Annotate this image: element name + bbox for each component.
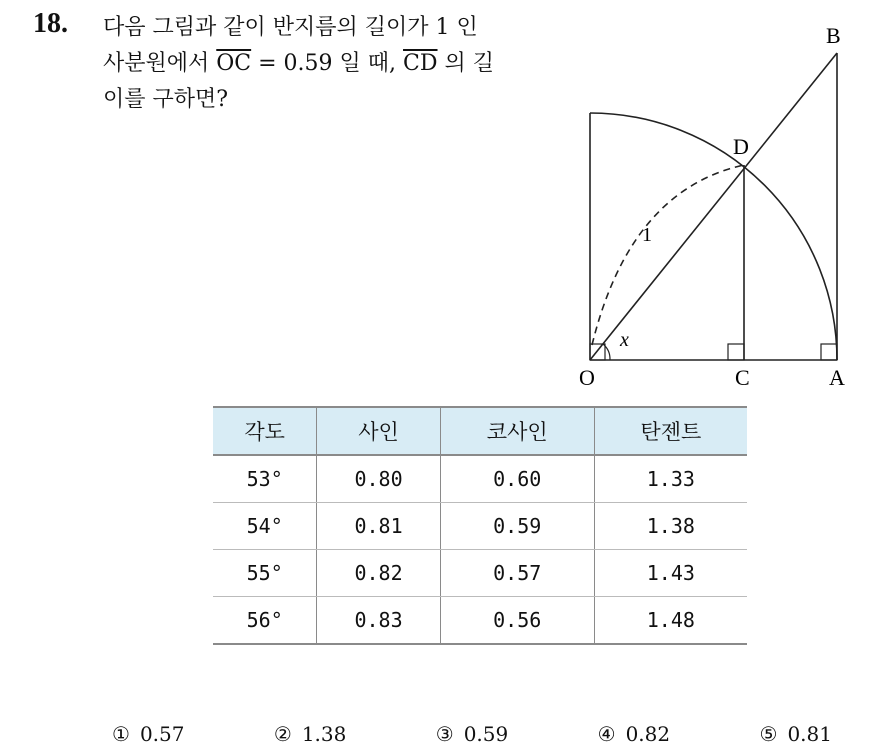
question-line-1: 다음 그림과 같이 반지름의 길이가 1 인 xyxy=(103,15,478,40)
segment-cd: $\overline{CD}$ xyxy=(403,51,438,76)
table-row xyxy=(213,455,747,503)
label-o: O xyxy=(579,365,595,390)
choice-1[interactable] xyxy=(112,722,184,746)
table-cell: 0.80 xyxy=(317,455,440,503)
question-line-2-post: 의 길 xyxy=(437,51,495,76)
table-cell: 1.33 xyxy=(594,455,747,503)
choice-3[interactable] xyxy=(436,722,508,746)
trig-table xyxy=(213,406,747,645)
header-cosine: 코사인 xyxy=(440,407,594,455)
segment-oc: $\overline{OC}$ xyxy=(216,51,252,76)
table-cell: 0.57 xyxy=(440,550,594,597)
right-angle-c xyxy=(728,344,744,360)
table-cell: 0.83 xyxy=(317,597,440,645)
header-tangent: 탄젠트 xyxy=(594,407,747,455)
choice-5-value: 0.81 xyxy=(787,722,832,746)
header-angle: 각도 xyxy=(213,407,317,455)
table-cell: 0.81 xyxy=(317,503,440,550)
table-cell: 1.38 xyxy=(594,503,747,550)
table-header-row xyxy=(213,407,747,455)
header-sine: 사인 xyxy=(317,407,440,455)
question-text xyxy=(103,10,563,118)
choice-4-mark: ④ xyxy=(597,722,616,746)
choice-5[interactable] xyxy=(760,722,832,746)
table-cell: 0.56 xyxy=(440,597,594,645)
table-row xyxy=(213,597,747,645)
choice-4[interactable] xyxy=(598,722,670,746)
table-cell: 1.43 xyxy=(594,550,747,597)
question-line-2-pre: 사분원에서 xyxy=(103,51,217,76)
table-cell: 55° xyxy=(213,550,317,597)
angle-arc-x xyxy=(603,344,610,360)
question-number: 18. xyxy=(33,8,68,39)
quarter-arc xyxy=(590,113,837,360)
table-cell: 1.48 xyxy=(594,597,747,645)
answer-choices xyxy=(112,722,832,746)
label-radius: 1 xyxy=(642,224,652,246)
label-c: C xyxy=(735,365,750,390)
question-line-3: 이를 구하면? xyxy=(103,87,229,112)
label-d: D xyxy=(733,134,749,159)
table-cell: 0.59 xyxy=(440,503,594,550)
table-row xyxy=(213,503,747,550)
ray-ob xyxy=(590,53,837,360)
choice-4-value: 0.82 xyxy=(625,722,671,746)
table-cell: 0.82 xyxy=(317,550,440,597)
table-cell: 56° xyxy=(213,597,317,645)
label-a: A xyxy=(829,365,845,390)
choice-2-value: 1.38 xyxy=(301,722,347,746)
label-b: B xyxy=(826,23,841,48)
choice-2-mark: ② xyxy=(273,722,292,746)
table-row xyxy=(213,550,747,597)
table-cell: 53° xyxy=(213,455,317,503)
table-cell: 54° xyxy=(213,503,317,550)
question-line-2-mid: = 0.59 일 때, xyxy=(251,51,404,76)
label-angle-x: x xyxy=(620,329,629,351)
right-angle-a xyxy=(821,344,837,360)
choice-3-mark: ③ xyxy=(435,722,454,746)
choice-1-value: 0.57 xyxy=(139,722,185,746)
question-line-2 xyxy=(103,46,563,82)
quarter-circle-figure xyxy=(570,15,860,395)
choice-3-value: 0.59 xyxy=(463,722,509,746)
choice-1-mark: ① xyxy=(112,722,130,746)
dashed-radius-arc xyxy=(592,165,744,345)
table-cell: 0.60 xyxy=(440,455,594,503)
choice-5-mark: ⑤ xyxy=(759,722,778,746)
choice-2[interactable] xyxy=(274,722,346,746)
